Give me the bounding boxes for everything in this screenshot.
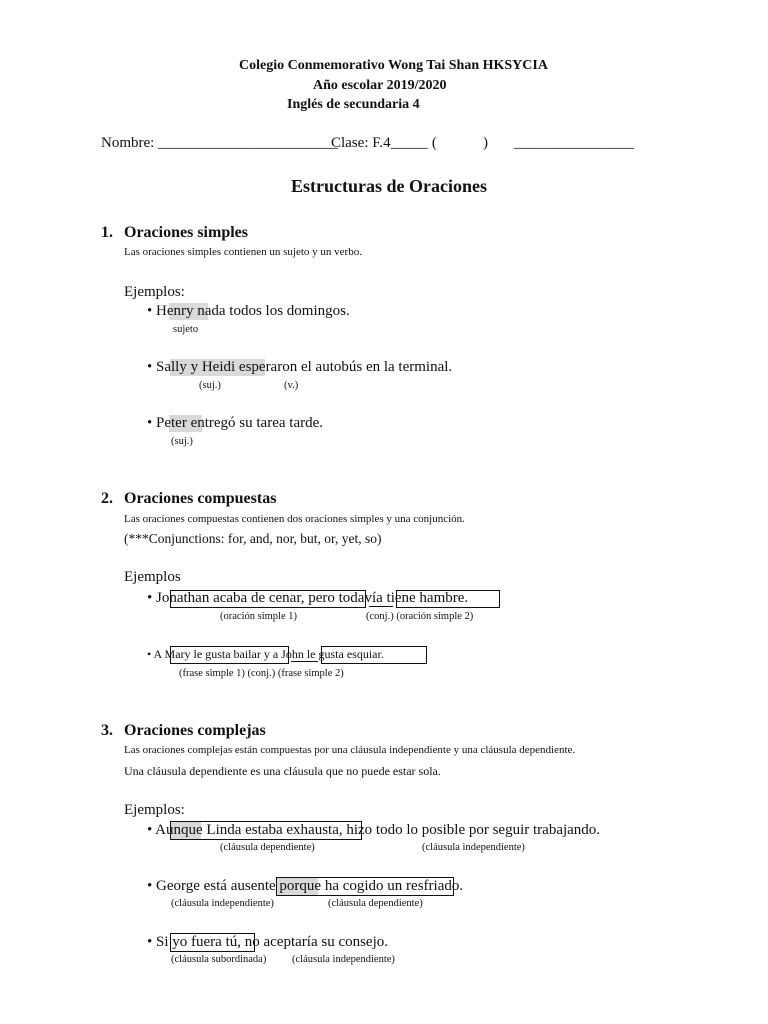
example-sentence: • Jonathan acaba de cenar, pero todavía tiene hambre.: [147, 590, 469, 606]
section-number: 3.: [101, 722, 113, 739]
example-note: (oración simple 1): [220, 611, 297, 622]
example-sentence: • Sally y Heidi esperaron el autobús en la terminal.: [147, 359, 453, 375]
class-label: Clase: F.4_____ (: [331, 135, 437, 151]
section-desc: Las oraciones simples contienen un sujeto y un verbo.: [124, 246, 362, 258]
example-sentence: • Henry nada todos los domingos.: [147, 303, 350, 319]
example-note: (suj.): [171, 436, 193, 447]
section-title: Oraciones compuestas: [124, 490, 277, 507]
section-title: Oraciones simples: [124, 224, 248, 241]
example-note: sujeto: [173, 324, 199, 335]
examples-label: Ejemplos:: [124, 802, 185, 818]
example-note: (v.): [284, 380, 299, 391]
school-year: Año escolar 2019/2020: [313, 78, 447, 93]
example-note: (suj.): [199, 380, 221, 391]
example-note: (cláusula dependiente): [328, 898, 423, 909]
example-sentence: • Si yo fuera tú, no aceptaría su consejo.: [147, 934, 389, 950]
example-note: (frase simple 1) (conj.) (frase simple 2): [179, 668, 344, 679]
example-sentence: • Aunque Linda estaba exhausta, hizo todo lo posible por seguir trabajando.: [147, 822, 601, 838]
examples-label: Ejemplos:: [124, 284, 185, 300]
name-label: Nombre: ________________________: [101, 135, 339, 151]
section-desc: Las oraciones complejas están compuestas por una cláusula independiente y una cláusula dependiente.: [124, 744, 576, 756]
example-note: (conj.) (oración simple 2): [366, 611, 474, 622]
example-note: (cláusula dependiente): [220, 842, 315, 853]
section-number: 1.: [101, 224, 113, 241]
example-note: (cláusula independiente): [422, 842, 525, 853]
page-title: Estructuras de Oraciones: [291, 176, 487, 196]
paren-close: ): [483, 135, 488, 151]
section-desc-2: Una cláusula dependiente es una cláusula que no puede estar sola.: [124, 764, 441, 778]
example-note: (cláusula subordinada): [171, 954, 267, 965]
example-note: (cláusula independiente): [292, 954, 395, 965]
example-sentence: • George está ausente porque ha cogido un resfriado.: [147, 878, 464, 894]
example-note: (cláusula independiente): [171, 898, 274, 909]
examples-label: Ejemplos: [124, 569, 181, 585]
subject: Inglés de secundaria 4: [287, 97, 420, 112]
section-title: Oraciones complejas: [124, 722, 266, 739]
section-desc: Las oraciones compuestas contienen dos oraciones simples y una conjunción.: [124, 513, 465, 525]
blank-line: ________________: [514, 135, 634, 151]
conjunction-list: (***Conjunctions: for, and, nor, but, or, yet, so): [124, 531, 382, 546]
example-sentence: • Peter entregó su tarea tarde.: [147, 415, 324, 431]
school-name: Colegio Conmemorativo Wong Tai Shan HKSYCIA: [239, 58, 548, 73]
section-number: 2.: [101, 490, 113, 507]
example-sentence: • A Mary le gusta bailar y a John le gusta esquiar.: [147, 647, 384, 661]
